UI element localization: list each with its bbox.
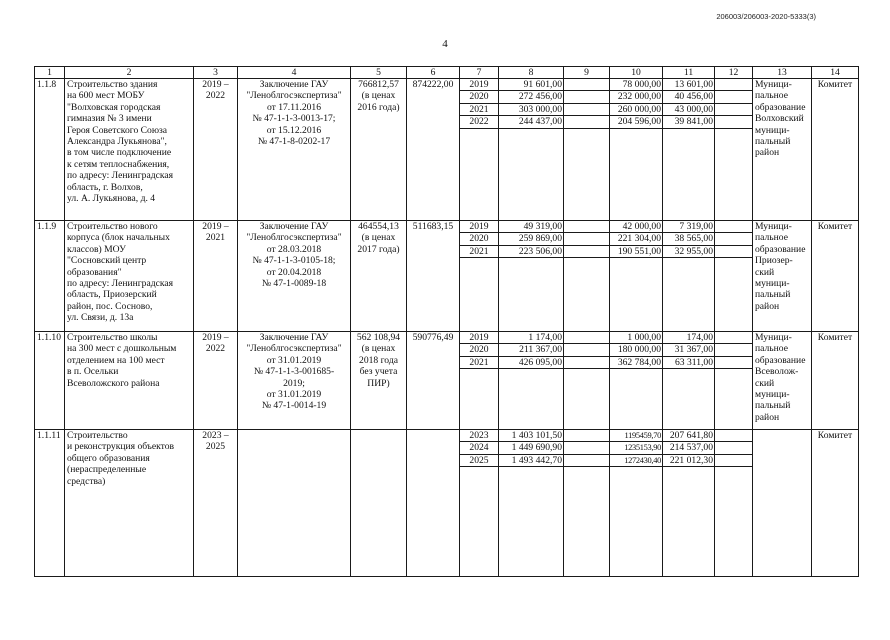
municipality-line: Волховский bbox=[755, 113, 804, 125]
federal-budget bbox=[564, 430, 610, 577]
column-header-2: 2 bbox=[65, 67, 194, 79]
federal-budget bbox=[564, 221, 610, 332]
federal-budget-cell bbox=[564, 246, 609, 258]
municipality-line: район bbox=[755, 300, 780, 312]
object-name-line: Строительство школы bbox=[67, 332, 158, 343]
other-sources bbox=[715, 79, 753, 221]
financing-total bbox=[499, 221, 564, 332]
federal-budget-cell bbox=[564, 455, 609, 467]
local-budget-value: 221 012,30 bbox=[663, 455, 714, 467]
regional-budget-value: 190 551,00 bbox=[610, 246, 662, 258]
municipality-line: Муници- bbox=[755, 332, 792, 343]
expertise-conclusion bbox=[238, 430, 351, 577]
federal-budget-cell bbox=[564, 116, 609, 128]
item-number: 1.1.9 bbox=[35, 221, 65, 332]
item-number: 1.1.8 bbox=[35, 79, 65, 221]
federal-budget-cell bbox=[564, 430, 609, 442]
municipality-line: пальное bbox=[755, 343, 788, 355]
local-budget-value: 214 537,00 bbox=[663, 442, 714, 454]
local-budget-value: 40 456,00 bbox=[663, 91, 714, 103]
object-name bbox=[65, 332, 194, 430]
local-budget bbox=[663, 221, 715, 332]
expertise-conclusion-line: № 47-1-1-3-001685- bbox=[253, 366, 335, 378]
regional-budget bbox=[610, 221, 663, 332]
column-header-14: 14 bbox=[812, 67, 859, 79]
table-header-row bbox=[35, 67, 859, 79]
federal-budget-cell bbox=[564, 221, 609, 233]
financing-year-value: 2022 bbox=[460, 116, 498, 128]
item-number: 1.1.11 bbox=[35, 430, 65, 577]
object-name-line: образования" bbox=[67, 266, 122, 278]
object-name-line: общего образования bbox=[67, 452, 150, 464]
estimated-cost bbox=[351, 430, 407, 577]
local-budget-value: 7 319,00 bbox=[663, 221, 714, 233]
object-name-line: по адресу: Ленинградская bbox=[67, 278, 174, 290]
financing-year-value: 2019 bbox=[460, 221, 498, 233]
financing-total-value: 211 367,00 bbox=[499, 344, 563, 356]
financing-total-value: 303 000,00 bbox=[499, 104, 563, 116]
expertise-conclusion-line: 2019; bbox=[283, 377, 305, 389]
column-header-11: 11 bbox=[663, 67, 715, 79]
municipality-line: пальный bbox=[755, 289, 791, 301]
object-name-line: средства) bbox=[67, 475, 106, 487]
column-header-12: 12 bbox=[715, 67, 753, 79]
local-budget-value: 32 955,00 bbox=[663, 246, 714, 258]
expertise-conclusion-line: Заключение ГАУ bbox=[259, 332, 329, 343]
column-header-5: 5 bbox=[351, 67, 407, 79]
expertise-conclusion-line: от 20.04.2018 bbox=[266, 266, 322, 278]
regional-budget-value: 1272430,40 bbox=[610, 455, 662, 467]
column-header-13: 13 bbox=[753, 67, 812, 79]
object-name-line: к сетям теплоснабжения, bbox=[67, 158, 170, 170]
other-sources-cell bbox=[715, 91, 752, 103]
item-number: 1.1.10 bbox=[35, 332, 65, 430]
estimated-cost bbox=[351, 332, 407, 430]
estimated-cost bbox=[351, 79, 407, 221]
local-budget bbox=[663, 430, 715, 577]
municipality-line: пальный bbox=[755, 400, 791, 412]
financing-year-value: 2021 bbox=[460, 246, 498, 258]
financing-year-value: 2020 bbox=[460, 91, 498, 103]
object-name-line: Героя Советского Союза bbox=[67, 124, 168, 136]
object-name-line: гимназия № 3 имени bbox=[67, 113, 152, 125]
column-header-7: 7 bbox=[460, 67, 499, 79]
municipality bbox=[753, 79, 812, 221]
regional-budget-value: 1195459,70 bbox=[610, 430, 662, 442]
page-number: 4 bbox=[442, 38, 448, 50]
financing-total bbox=[499, 79, 564, 221]
municipality-line: пальное bbox=[755, 90, 788, 102]
expertise-conclusion-line: от 31.01.2019 bbox=[266, 354, 322, 366]
regional-budget bbox=[610, 430, 663, 577]
federal-budget-cell bbox=[564, 104, 609, 116]
column-header-3: 3 bbox=[194, 67, 238, 79]
implementation-period bbox=[194, 79, 238, 221]
financing-year-value: 2025 bbox=[460, 455, 498, 467]
column-header-8: 8 bbox=[499, 67, 564, 79]
federal-budget bbox=[564, 332, 610, 430]
local-budget-value: 174,00 bbox=[663, 332, 714, 344]
column-header-1: 1 bbox=[35, 67, 65, 79]
regional-budget bbox=[610, 79, 663, 221]
total-cost: 874222,00 bbox=[407, 79, 460, 221]
estimated-cost-line: без учета bbox=[359, 366, 398, 378]
estimated-cost-line: 464554,13 bbox=[358, 221, 399, 232]
responsible-executor: Комитет bbox=[812, 430, 859, 577]
financing-total-value: 272 456,00 bbox=[499, 91, 563, 103]
object-name-line: классов) МОУ bbox=[67, 243, 126, 255]
implementation-period bbox=[194, 221, 238, 332]
expertise-conclusion bbox=[238, 79, 351, 221]
expertise-conclusion-line: "Леноблгосэкспертиза" bbox=[246, 90, 342, 102]
federal-budget-cell bbox=[564, 79, 609, 91]
financing-total-value: 259 869,00 bbox=[499, 233, 563, 245]
municipality bbox=[753, 430, 812, 577]
federal-budget-cell bbox=[564, 344, 609, 356]
municipality bbox=[753, 332, 812, 430]
object-name-line: на 600 мест МОБУ bbox=[67, 90, 145, 102]
financing-year-value: 2020 bbox=[460, 344, 498, 356]
estimated-cost-line: ПИР) bbox=[367, 377, 390, 389]
municipality-line: пальный bbox=[755, 136, 791, 148]
financing-year-value: 2019 bbox=[460, 332, 498, 344]
expertise-conclusion-line: от 31.01.2019 bbox=[266, 389, 322, 401]
object-name-line: и реконструкция объектов bbox=[67, 441, 175, 453]
financing-total-value: 49 319,00 bbox=[499, 221, 563, 233]
object-name-line: на 300 мест с дошкольным bbox=[67, 343, 177, 355]
financing-total-value: 91 601,00 bbox=[499, 79, 563, 91]
municipality-line: муници- bbox=[755, 124, 790, 136]
object-name-line: Строительство здания bbox=[67, 79, 158, 90]
object-name bbox=[65, 221, 194, 332]
regional-budget-value: 221 304,00 bbox=[610, 233, 662, 245]
local-budget-value: 39 841,00 bbox=[663, 116, 714, 128]
regional-budget-value: 42 000,00 bbox=[610, 221, 662, 233]
estimated-cost-line: (в ценах bbox=[361, 232, 396, 244]
financing-total-value: 244 437,00 bbox=[499, 116, 563, 128]
local-budget-value: 31 367,00 bbox=[663, 344, 714, 356]
financing-year-value: 2019 bbox=[460, 79, 498, 91]
municipality-line: район bbox=[755, 147, 780, 159]
federal-budget-cell bbox=[564, 233, 609, 245]
object-name-line: (нераспределенные bbox=[67, 464, 147, 476]
expertise-conclusion-line: № 47-1-1-3-0013-17; bbox=[252, 113, 336, 125]
implementation-period-line: 2022 bbox=[205, 90, 226, 102]
financing-year-value: 2020 bbox=[460, 233, 498, 245]
expertise-conclusion-line: № 47-1-8-0202-17 bbox=[257, 136, 331, 148]
expertise-conclusion-line: № 47-1-1-3-0105-18; bbox=[252, 255, 336, 267]
other-sources-cell bbox=[715, 430, 752, 442]
other-sources-cell bbox=[715, 104, 752, 116]
other-sources bbox=[715, 221, 753, 332]
municipality-line: ский bbox=[755, 266, 775, 278]
object-name-line: по адресу: Ленинградская bbox=[67, 170, 174, 182]
municipality-line: муници- bbox=[755, 278, 790, 290]
financing-total bbox=[499, 332, 564, 430]
regional-budget-value: 260 000,00 bbox=[610, 104, 662, 116]
financing-total-value: 1 493 442,70 bbox=[499, 455, 563, 467]
expertise-conclusion-line: от 17.11.2016 bbox=[266, 101, 322, 113]
regional-budget bbox=[610, 332, 663, 430]
expertise-conclusion-line: № 47-1-0014-19 bbox=[261, 400, 327, 412]
object-name-line: в том числе подключение bbox=[67, 147, 172, 159]
expertise-conclusion-line: Заключение ГАУ bbox=[259, 221, 329, 232]
object-name-line: ул. Связи, д. 13а bbox=[67, 312, 134, 324]
other-sources-cell bbox=[715, 455, 752, 467]
federal-budget-cell bbox=[564, 442, 609, 454]
expertise-conclusion-line: "Леноблгосэкспертиза" bbox=[246, 232, 342, 244]
object-name-line: Строительство нового bbox=[67, 221, 158, 232]
program-table bbox=[34, 66, 859, 577]
municipality-line: Муници- bbox=[755, 79, 792, 90]
column-header-4: 4 bbox=[238, 67, 351, 79]
responsible-executor: Комитет bbox=[812, 221, 859, 332]
local-budget-value: 13 601,00 bbox=[663, 79, 714, 91]
local-budget bbox=[663, 332, 715, 430]
financing-year bbox=[460, 332, 499, 430]
financing-total bbox=[499, 430, 564, 577]
table-row bbox=[35, 430, 859, 577]
other-sources-cell bbox=[715, 246, 752, 258]
column-header-9: 9 bbox=[564, 67, 610, 79]
regional-budget-value: 204 596,00 bbox=[610, 116, 662, 128]
other-sources bbox=[715, 332, 753, 430]
responsible-executor: Комитет bbox=[812, 332, 859, 430]
other-sources-cell bbox=[715, 332, 752, 344]
other-sources bbox=[715, 430, 753, 577]
expertise-conclusion-line: от 15.12.2016 bbox=[266, 124, 322, 136]
financing-year-value: 2021 bbox=[460, 357, 498, 369]
object-name bbox=[65, 430, 194, 577]
regional-budget-value: 1235153,90 bbox=[610, 442, 662, 454]
financing-year-value: 2023 bbox=[460, 430, 498, 442]
implementation-period-line: 2019 – bbox=[202, 221, 229, 232]
local-budget-value: 207 641,80 bbox=[663, 430, 714, 442]
local-budget-value: 63 311,00 bbox=[663, 357, 714, 369]
municipality-line: муници- bbox=[755, 389, 790, 401]
responsible-executor: Комитет bbox=[812, 79, 859, 221]
expertise-conclusion-line: Заключение ГАУ bbox=[259, 79, 329, 90]
total-cost bbox=[407, 430, 460, 577]
financing-year bbox=[460, 221, 499, 332]
municipality-line: образование bbox=[755, 101, 806, 113]
estimated-cost-line: 766812,57 bbox=[358, 79, 399, 90]
implementation-period-line: 2023 – bbox=[202, 430, 229, 441]
expertise-conclusion-line: "Леноблгосэкспертиза" bbox=[246, 343, 342, 355]
municipality-line: Муници- bbox=[755, 221, 792, 232]
object-name bbox=[65, 79, 194, 221]
estimated-cost-line: 2017 года) bbox=[357, 243, 400, 255]
other-sources-cell bbox=[715, 221, 752, 233]
regional-budget-value: 78 000,00 bbox=[610, 79, 662, 91]
financing-total-value: 223 506,00 bbox=[499, 246, 563, 258]
other-sources-cell bbox=[715, 442, 752, 454]
object-name-line: область, г. Волхов, bbox=[67, 181, 143, 193]
estimated-cost-line: (в ценах bbox=[361, 90, 396, 102]
estimated-cost-line: 2018 года bbox=[359, 354, 398, 366]
regional-budget-value: 180 000,00 bbox=[610, 344, 662, 356]
estimated-cost-line: 562 108,94 bbox=[356, 332, 401, 343]
municipality-line: образование bbox=[755, 243, 806, 255]
object-name-line: в п. Осельки bbox=[67, 366, 119, 378]
object-name-line: отделением на 100 мест bbox=[67, 354, 165, 366]
federal-budget-cell bbox=[564, 332, 609, 344]
financing-total-value: 1 403 101,50 bbox=[499, 430, 563, 442]
municipality-line: образование bbox=[755, 354, 806, 366]
regional-budget-value: 232 000,00 bbox=[610, 91, 662, 103]
federal-budget-cell bbox=[564, 91, 609, 103]
implementation-period bbox=[194, 332, 238, 430]
implementation-period-line: 2022 bbox=[205, 343, 226, 355]
financing-total-value: 1 449 690,90 bbox=[499, 442, 563, 454]
expertise-conclusion-line: от 28.03.2018 bbox=[266, 243, 322, 255]
financing-year-value: 2024 bbox=[460, 442, 498, 454]
table-row bbox=[35, 332, 859, 430]
object-name-line: корпуса (блок начальных bbox=[67, 232, 170, 244]
total-cost: 511683,15 bbox=[407, 221, 460, 332]
municipality bbox=[753, 221, 812, 332]
other-sources-cell bbox=[715, 79, 752, 91]
estimated-cost-line: 2016 года) bbox=[357, 101, 400, 113]
object-name-line: "Сосновский центр bbox=[67, 255, 147, 267]
implementation-period-line: 2021 bbox=[205, 232, 226, 244]
municipality-line: пальное bbox=[755, 232, 788, 244]
municipality-line: Всеволож- bbox=[755, 366, 799, 378]
object-name-line: район, пос. Сосново, bbox=[67, 300, 153, 312]
regional-budget-value: 362 784,00 bbox=[610, 357, 662, 369]
object-name-line: Всеволожского района bbox=[67, 377, 160, 389]
local-budget-value: 43 000,00 bbox=[663, 104, 714, 116]
total-cost: 590776,49 bbox=[407, 332, 460, 430]
financing-year bbox=[460, 430, 499, 577]
object-name-line: "Волховская городская bbox=[67, 101, 161, 113]
financing-total-value: 426 095,00 bbox=[499, 357, 563, 369]
implementation-period-line: 2019 – bbox=[202, 332, 229, 343]
expertise-conclusion bbox=[238, 332, 351, 430]
object-name-line: область, Приозерский bbox=[67, 289, 157, 301]
financing-year-value: 2021 bbox=[460, 104, 498, 116]
object-name-line: ул. А. Лукьянова, д. 4 bbox=[67, 193, 156, 205]
federal-budget-cell bbox=[564, 357, 609, 369]
table-row bbox=[35, 221, 859, 332]
other-sources-cell bbox=[715, 233, 752, 245]
expertise-conclusion-line: № 47-1-0089-18 bbox=[261, 278, 327, 290]
estimated-cost bbox=[351, 221, 407, 332]
financing-year bbox=[460, 79, 499, 221]
other-sources-cell bbox=[715, 116, 752, 128]
implementation-period-line: 2019 – bbox=[202, 79, 229, 90]
expertise-conclusion bbox=[238, 221, 351, 332]
federal-budget bbox=[564, 79, 610, 221]
regional-budget-value: 1 000,00 bbox=[610, 332, 662, 344]
municipality-line: Приозер- bbox=[755, 255, 793, 267]
estimated-cost-line: (в ценах bbox=[361, 343, 396, 355]
column-header-6: 6 bbox=[407, 67, 460, 79]
municipality-line: ский bbox=[755, 377, 775, 389]
local-budget-value: 38 565,00 bbox=[663, 233, 714, 245]
object-name-line: Строительство bbox=[67, 430, 128, 441]
implementation-period bbox=[194, 430, 238, 577]
municipality-line: район bbox=[755, 411, 780, 423]
column-header-10: 10 bbox=[610, 67, 663, 79]
document-number: 206003/206003-2020-5333(3) bbox=[716, 12, 816, 21]
implementation-period-line: 2025 bbox=[205, 441, 226, 453]
object-name-line: Александра Лукьянова", bbox=[67, 136, 167, 148]
local-budget bbox=[663, 79, 715, 221]
financing-total-value: 1 174,00 bbox=[499, 332, 563, 344]
other-sources-cell bbox=[715, 357, 752, 369]
table-row bbox=[35, 79, 859, 221]
other-sources-cell bbox=[715, 344, 752, 356]
